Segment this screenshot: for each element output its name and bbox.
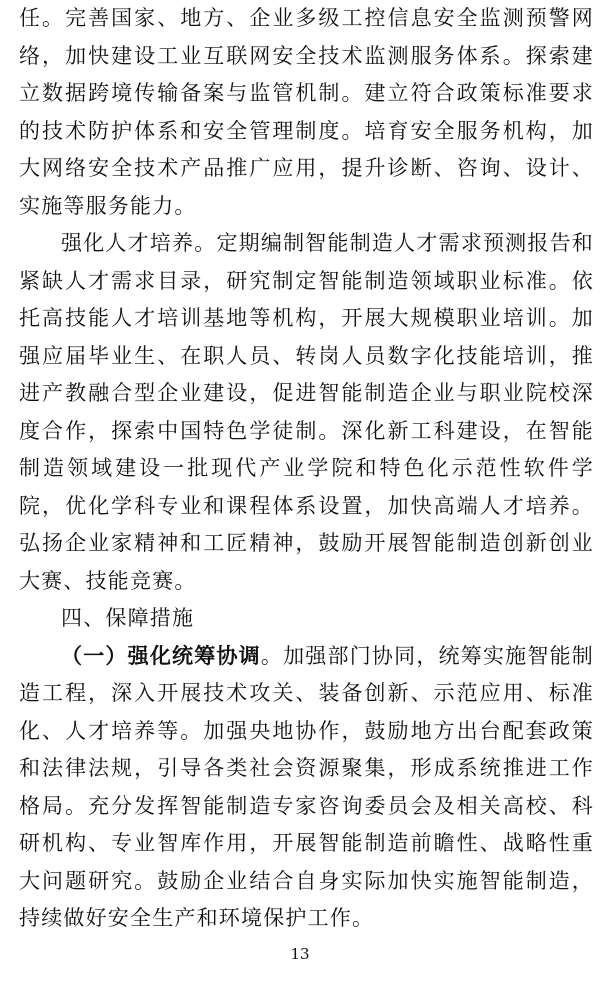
section-heading-safeguards: 四、保障措施 <box>61 606 195 630</box>
document-body <box>19 0 594 938</box>
paragraph-talent-cultivation: 强化人才培养。定期编制智能制造人才需求预测报告和紧缺人才需求目录，研究制定智能制造领域职业标准。依托高技能人才培训基地等机构，开展大规模职业培训。加强应届毕业生、在职人员、转岗人员数字化技能培训，推进产教融合型企业建设，促进智能制造企业与职业院校深度合作，探索中国特色学徒制。深化新工科建设，在智能制造领域建设一批现代产业学院和特色化示范性软件学院，优化学科专业和课程体系设置，加快高端人才培养。弘扬企业家精神和工匠精神，鼓励开展智能制造创新创业大赛、技能竞赛。 <box>19 231 594 593</box>
page-number: 13 <box>290 945 310 963</box>
paragraph-coordination <box>19 638 594 938</box>
paragraph-security-continuation: 任。完善国家、地方、企业多级工控信息安全监测预警网络，加快建设工业互联网安全技术监测服务体系。探索建立数据跨境传输备案与监管机制。建立符合政策标准要求的技术防护体系和安全管理制度。培育安全服务机构，加大网络安全技术产品推广应用，提升诊断、咨询、设计、实施等服务能力。 <box>19 6 594 218</box>
subsection-body: 。加强部门协同，统筹实施智能制造工程，深入开展技术攻关、装备创新、示范应用、标准化、人才培养等。加强央地协作，鼓励地方出台配套政策和法律法规，引导各类社会资源聚集，形成系统推进工作格局。充分发挥智能制造专家咨询委员会及相关高校、科研机构、专业智库作用，开展智能制造前瞻性、战略性重大问题研究。鼓励企业结合自身实际加快实施智能制造，持续做好安全生产和环境保护工作。 <box>19 643 594 930</box>
subsection-title: （一）强化统筹协调 <box>61 643 261 668</box>
